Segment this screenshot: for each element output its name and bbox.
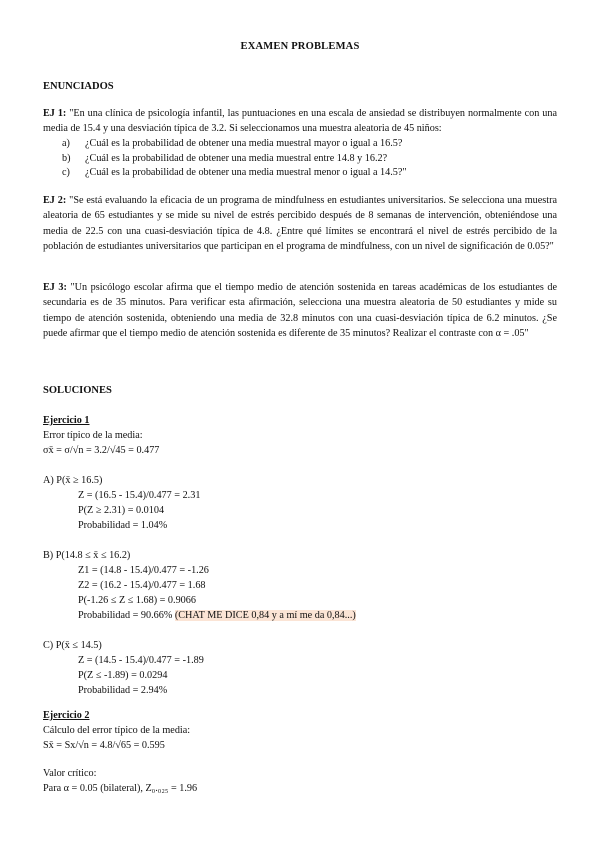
ej3-label: EJ 3: [43, 282, 67, 293]
e1-a-z: Z = (16.5 - 15.4)/0.477 = 2.31 [78, 490, 201, 501]
e2-valor-formula: Para α = 0.05 (bilateral), Z₀.₀₂₅ = 1.96 [43, 783, 198, 794]
e1-b-z2: Z2 = (16.2 - 15.4)/0.477 = 1.68 [78, 580, 206, 591]
e1-c-z: Z = (14.5 - 15.4)/0.477 = -1.89 [78, 655, 204, 666]
e1-a-title: A) P(x̄ ≥ 16.5) [43, 475, 103, 486]
option-marker: b) [62, 152, 71, 164]
enunciados-heading: ENUNCIADOS [43, 81, 114, 92]
ej2-statement [43, 193, 557, 254]
option-marker: a) [62, 138, 70, 149]
e1-b-title: B) P(14.8 ≤ x̄ ≤ 16.2) [43, 550, 131, 561]
e1-c-prob: Probabilidad = 2.94% [78, 685, 168, 696]
e1-error-label: Error típico de la media: [43, 430, 143, 441]
highlighted-note: (CHAT ME DICE 0,84 y a mí me da 0,84...) [174, 610, 356, 621]
ej1-label: EJ 1: [43, 108, 67, 119]
soluciones-heading: SOLUCIONES [43, 385, 112, 396]
option-text: ¿Cuál es la probabilidad de obtener una media muestral menor o igual a 14.5?" [85, 167, 407, 178]
ejercicio1-heading: Ejercicio 1 [43, 415, 90, 426]
e2-error-formula: Sx̄ = Sx/√n = 4.8/√65 = 0.595 [43, 740, 165, 751]
ej2-text: "Se está evaluando la eficacia de un programa de mindfulness en estudiantes universitarios. Se selecciona una muestra aleatoria de 65 estudiantes y se mide su nivel de estrés percibido después de 8 semanas de intervención, obteniéndose una media de 22.5 con una cuasi-desviación típica de 4.8. ¿Entre qué límites se encontrará el nivel de estrés percibido de la población de estudiantes universitarios que participan en el programa de mindfulness, con un nivel de significación de 0.05?" [43, 195, 558, 252]
e1-a-prob: Probabilidad = 1.04% [78, 520, 168, 531]
e1-b-prob-line [78, 608, 356, 623]
e1-error-formula: σx̄ = σ/√n = 3.2/√45 = 0.477 [43, 445, 160, 456]
document-title: EXAMEN PROBLEMAS [240, 41, 360, 52]
ejercicio2-heading: Ejercicio 2 [43, 710, 90, 721]
e1-b-prob: Probabilidad = 90.66% [78, 610, 173, 621]
ej3-statement [43, 280, 557, 341]
option-text: ¿Cuál es la probabilidad de obtener una media muestral mayor o igual a 16.5? [85, 138, 403, 149]
ej1-text: "En una clínica de psicología infantil, las puntuaciones en una escala de ansiedad se distribuyen normalmente con una media de 15.4 y una desviación típica de 3.2. Si seleccionamos una muestra aleatoria de 45 niños: [43, 108, 557, 135]
e1-a-p: P(Z ≥ 2.31) = 0.0104 [78, 505, 165, 516]
ej2-label: EJ 2: [43, 195, 67, 206]
ej1-statement [43, 106, 557, 137]
option-text: ¿Cuál es la probabilidad de obtener una media muestral entre 14.8 y 16.2? [85, 152, 388, 164]
ej3-text: "Un psicólogo escolar afirma que el tiempo medio de atención sostenida en tareas académicas de los estudiantes de secundaria es de 35 minutos. Para verificar esta afirmación, selecciona una muestra aleatoria de 50 estudiantes y mide su tiempo de atención sostenida, obteniendo una media de 32.8 minutos con una cuasi-desviación típica de 6.2 minutos. ¿Se puede afirmar que el tiempo medio de atención sostenida es diferente de 35 minutos? Realizar el contraste con α = .05" [43, 282, 558, 339]
option-marker: c) [62, 167, 70, 178]
e2-error-label: Cálculo del error típico de la media: [43, 725, 191, 736]
e2-valor-label: Valor crítico: [43, 768, 97, 779]
e1-b-z1: Z1 = (14.8 - 15.4)/0.477 = -1.26 [78, 565, 209, 576]
e1-c-p: P(Z ≤ -1.89) = 0.0294 [78, 670, 168, 681]
e1-c-title: C) P(x̄ ≤ 14.5) [43, 640, 102, 651]
e1-b-p: P(-1.26 ≤ Z ≤ 1.68) = 0.9066 [78, 595, 196, 606]
